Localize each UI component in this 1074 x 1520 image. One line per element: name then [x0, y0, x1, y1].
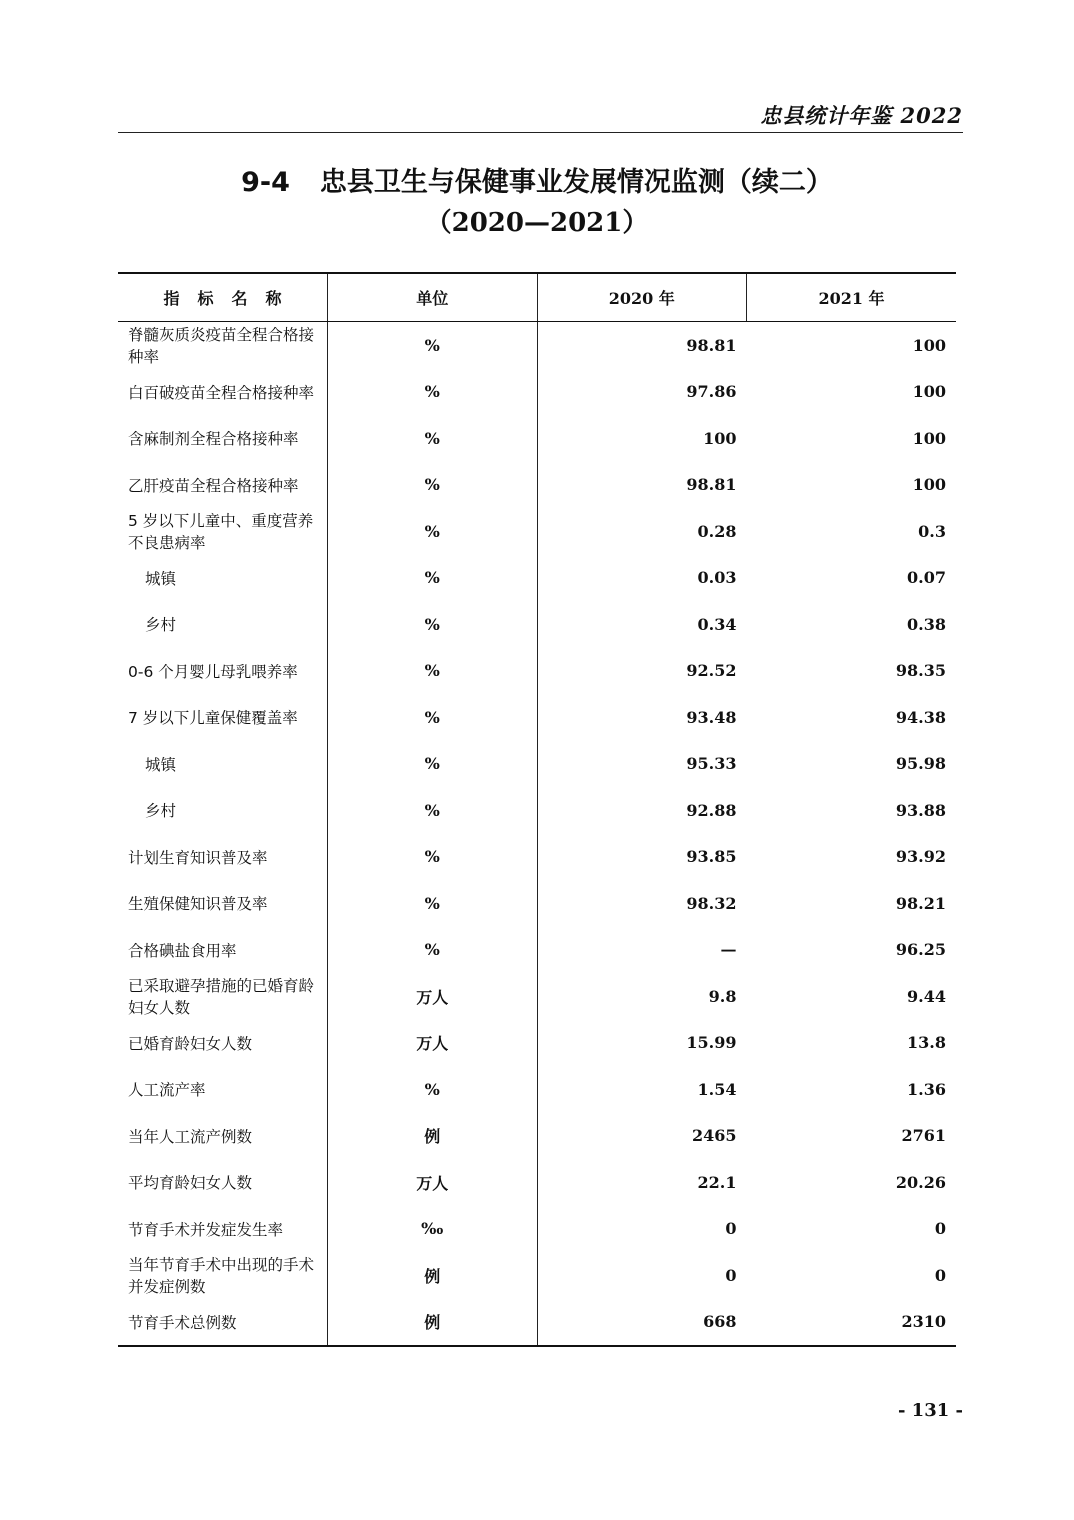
- table-row: [118, 1299, 956, 1347]
- row-unit: 例: [328, 1252, 538, 1299]
- row-value-2021: 93.92: [895, 847, 946, 867]
- header-name: 指标名称: [118, 273, 328, 322]
- table-row: [118, 555, 956, 602]
- row-value-2021: 1.36: [907, 1079, 946, 1099]
- table-row: [118, 508, 956, 555]
- row-value-2021: 93.88: [895, 800, 946, 820]
- table-row: [118, 601, 956, 648]
- row-unit: 例: [328, 1299, 538, 1347]
- row-name: 乡村: [145, 616, 177, 635]
- row-name: 当年人工流产例数: [128, 1127, 253, 1146]
- row-unit: %: [328, 694, 538, 741]
- row-unit: %: [328, 601, 538, 648]
- row-unit: %: [328, 415, 538, 462]
- row-unit: %: [328, 462, 538, 509]
- row-name: 5 岁以下儿童中、重度营养不良患病率: [128, 512, 314, 553]
- row-value-2021: 0: [934, 1265, 946, 1285]
- row-unit: 例: [328, 1113, 538, 1160]
- row-name: 含麻制剂全程合格接种率: [128, 430, 299, 449]
- row-value-2020: —: [720, 940, 737, 960]
- row-value-2020: 92.88: [686, 800, 737, 820]
- row-value-2020: 9.8: [708, 986, 737, 1006]
- row-name: 城镇: [145, 755, 177, 774]
- table-row: [118, 648, 956, 695]
- header-2021: 2021 年: [747, 273, 957, 322]
- row-name: 平均育龄妇女人数: [128, 1174, 253, 1193]
- table-row: [118, 694, 956, 741]
- row-value-2020: 100: [703, 428, 737, 448]
- row-value-2020: 1.54: [697, 1079, 737, 1099]
- table-row: [118, 1113, 956, 1160]
- row-name: 7 岁以下儿童保健覆盖率: [128, 709, 298, 728]
- row-value-2021: 9.44: [907, 986, 946, 1006]
- table-row: [118, 1159, 956, 1206]
- row-name: 已婚育龄妇女人数: [128, 1034, 253, 1053]
- table-row: [118, 787, 956, 834]
- row-unit: 万人: [328, 1159, 538, 1206]
- row-value-2021: 94.38: [895, 707, 946, 727]
- row-unit: %: [328, 369, 538, 416]
- row-name: 乡村: [145, 802, 177, 821]
- row-value-2021: 100: [912, 382, 946, 402]
- row-value-2020: 0: [725, 1219, 737, 1239]
- table-row: [118, 1066, 956, 1113]
- table-row: [118, 973, 956, 1020]
- row-unit: %: [328, 508, 538, 555]
- row-value-2021: 100: [912, 335, 946, 355]
- table-row: [118, 880, 956, 927]
- page-number: - 131 -: [897, 1400, 963, 1421]
- row-name: 节育手术并发症发生率: [128, 1220, 284, 1239]
- page-subtitle: （2020—2021）: [425, 208, 649, 238]
- row-unit: ‰: [328, 1206, 538, 1253]
- table-row: [118, 369, 956, 416]
- page-title: [0, 160, 1074, 199]
- table-row: [118, 1206, 956, 1253]
- table-header-row: [118, 273, 956, 322]
- row-unit: %: [328, 322, 538, 369]
- row-value-2021: 95.98: [895, 754, 946, 774]
- row-value-2021: 100: [912, 428, 946, 448]
- row-value-2021: 98.21: [895, 893, 946, 913]
- row-name: 城镇: [145, 569, 177, 588]
- table-row: [118, 415, 956, 462]
- table-row: [118, 1252, 956, 1299]
- table-row: [118, 741, 956, 788]
- row-value-2020: 0.03: [697, 568, 737, 588]
- table-number: 9-4: [241, 167, 290, 198]
- header-rule: [118, 132, 963, 133]
- row-value-2020: 22.1: [697, 1172, 737, 1192]
- row-unit: %: [328, 741, 538, 788]
- row-value-2020: 2465: [691, 1126, 737, 1146]
- row-value-2021: 100: [912, 475, 946, 495]
- row-name: 当年节育手术中出现的手术并发症例数: [128, 1256, 315, 1297]
- row-unit: %: [328, 1066, 538, 1113]
- row-unit: 万人: [328, 1020, 538, 1067]
- row-value-2020: 98.81: [686, 335, 737, 355]
- row-value-2020: 93.48: [686, 707, 737, 727]
- row-unit: %: [328, 787, 538, 834]
- row-name: 已采取避孕措施的已婚育龄妇女人数: [128, 977, 315, 1018]
- row-value-2020: 93.85: [686, 847, 737, 867]
- row-value-2021: 13.8: [907, 1033, 946, 1053]
- running-header: 忠县统计年鉴 2022: [760, 103, 963, 128]
- row-unit: %: [328, 880, 538, 927]
- row-value-2020: 668: [537, 1299, 747, 1347]
- row-value-2021: 0.3: [918, 521, 946, 541]
- table-row: [118, 927, 956, 974]
- table-row: [118, 462, 956, 509]
- row-name: 节育手术总例数: [118, 1299, 328, 1347]
- row-name: 脊髓灰质炎疫苗全程合格接种率: [128, 326, 315, 367]
- row-name: 合格碘盐食用率: [128, 941, 237, 960]
- row-value-2021: 2761: [901, 1126, 946, 1146]
- row-value-2021: 20.26: [895, 1172, 946, 1192]
- row-value-2020: 0.34: [697, 614, 737, 634]
- table-row: [118, 322, 956, 369]
- table-body: [118, 322, 956, 1347]
- row-name: 人工流产率: [128, 1081, 206, 1100]
- table-row: [118, 1020, 956, 1067]
- title-text: 忠县卫生与保健事业发展情况监测（续二）: [319, 167, 833, 198]
- row-unit: %: [328, 648, 538, 695]
- table-row: [118, 834, 956, 881]
- row-value-2020: 98.81: [686, 475, 737, 495]
- row-value-2020: 0.28: [697, 521, 737, 541]
- row-value-2021: 0.07: [907, 568, 946, 588]
- header-unit: 单位: [328, 273, 538, 322]
- row-name: 计划生育知识普及率: [128, 848, 268, 867]
- row-value-2020: 95.33: [686, 754, 737, 774]
- statistics-table: [118, 272, 956, 1347]
- header-2020: 2020 年: [537, 273, 747, 322]
- row-unit: %: [328, 834, 538, 881]
- row-unit: %: [328, 927, 538, 974]
- row-unit: %: [328, 555, 538, 602]
- row-unit: 万人: [328, 973, 538, 1020]
- row-value-2020: 97.86: [686, 382, 737, 402]
- row-value-2020: 15.99: [686, 1033, 737, 1053]
- row-value-2021: 2310: [747, 1299, 957, 1347]
- row-value-2021: 0: [934, 1219, 946, 1239]
- row-value-2021: 96.25: [895, 940, 946, 960]
- row-name: 生殖保健知识普及率: [128, 895, 268, 914]
- row-value-2021: 0.38: [907, 614, 946, 634]
- row-value-2020: 0: [725, 1265, 737, 1285]
- row-value-2021: 98.35: [895, 661, 946, 681]
- row-name: 乙肝疫苗全程合格接种率: [128, 476, 299, 495]
- row-name: 0-6 个月婴儿母乳喂养率: [128, 662, 298, 681]
- row-value-2020: 92.52: [686, 661, 737, 681]
- row-value-2020: 98.32: [686, 893, 737, 913]
- row-name: 白百破疫苗全程合格接种率: [128, 383, 315, 402]
